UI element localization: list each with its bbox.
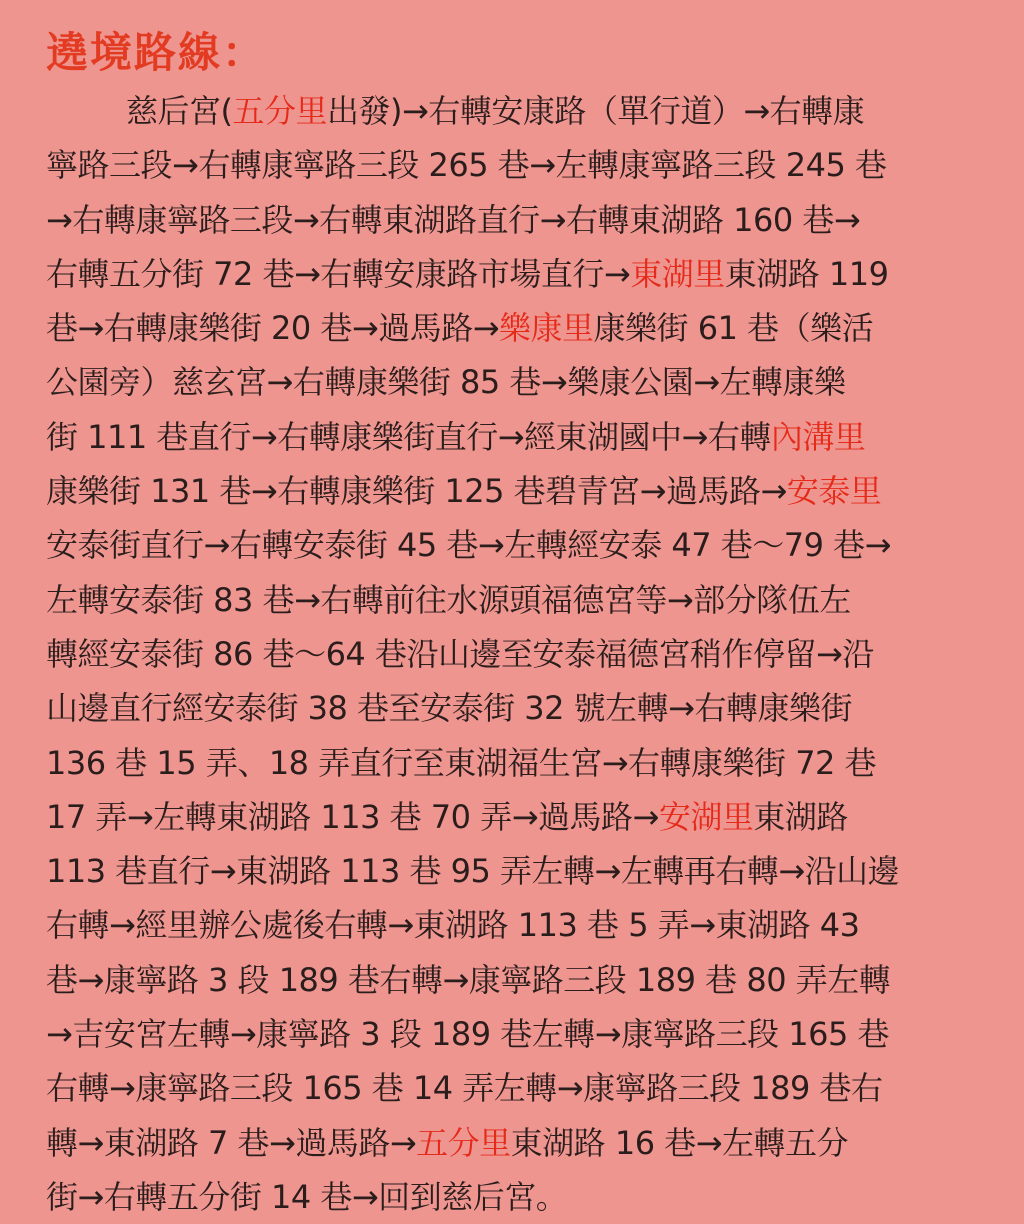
route-line [46, 627, 976, 681]
village-name-highlight: 安湖里 [658, 797, 754, 836]
route-segment: 136 巷 15 弄、18 弄直行至東湖福生宮→右轉康樂街 72 巷 [46, 743, 877, 782]
route-segment: 慈后宮( [126, 92, 233, 130]
route-line [46, 1061, 976, 1115]
route-line [46, 898, 976, 952]
route-line [46, 1170, 976, 1224]
village-name-highlight: 內溝里 [770, 417, 866, 456]
route-segment: 街 111 巷直行→右轉康樂街直行→經東湖國中→右轉 [46, 417, 771, 456]
route-segment: 東湖路 119 [724, 254, 889, 293]
route-segment: 山邊直行經安泰街 38 巷至安泰街 32 號左轉→右轉康樂街 [46, 689, 852, 728]
route-segment: →吉安宮左轉→康寧路 3 段 189 巷左轉→康寧路三段 165 巷 [46, 1015, 889, 1054]
route-segment: 出發)→右轉安康路（單行道）→右轉康 [327, 92, 865, 130]
route-segment: 康樂街 131 巷→右轉康樂街 125 巷碧青宮→過馬路→ [46, 472, 787, 511]
route-line [46, 953, 976, 1007]
route-segment: →右轉康寧路三段→右轉東湖路直行→右轉東湖路 160 巷→ [46, 200, 861, 239]
route-line [46, 138, 976, 192]
route-segment: 右轉五分街 72 巷→右轉安康路市場直行→ [46, 254, 631, 293]
route-text [46, 84, 976, 1224]
route-line [46, 573, 976, 627]
route-segment: 巷→康寧路 3 段 189 巷右轉→康寧路三段 189 巷 80 弄左轉 [46, 960, 891, 999]
route-line [46, 355, 976, 409]
route-segment: 街→右轉五分街 14 巷→回到慈后宮。 [46, 1177, 568, 1216]
route-line [46, 1116, 976, 1170]
route-segment: 17 弄→左轉東湖路 113 巷 70 弄→過馬路→ [46, 797, 659, 836]
route-segment: 右轉→康寧路三段 165 巷 14 弄左轉→康寧路三段 189 巷右 [46, 1069, 883, 1108]
route-segment: 巷→右轉康樂街 20 巷→過馬路→ [46, 309, 500, 348]
route-segment: 公園旁）慈玄宮→右轉康樂街 85 巷→樂康公園→左轉康樂 [46, 363, 846, 402]
village-name-highlight: 樂康里 [499, 309, 594, 348]
route-segment: 轉經安泰街 86 巷～64 巷沿山邊至安泰福德宮稍作停留→沿 [46, 634, 874, 673]
route-segment: 康樂街 61 巷（樂活 [593, 309, 874, 348]
village-name-highlight: 東湖里 [630, 254, 725, 293]
route-line [46, 1007, 976, 1061]
route-line [46, 736, 976, 790]
route-line [46, 790, 976, 844]
route-segment: 左轉安泰街 83 巷→右轉前往水源頭福德宮等→部分隊伍左 [46, 580, 851, 619]
route-segment: 寧路三段→右轉康寧路三段 265 巷→左轉康寧路三段 245 巷 [46, 146, 887, 185]
route-line [46, 301, 976, 355]
route-line [46, 410, 976, 464]
route-line [46, 464, 976, 518]
route-segment: 東湖路 [753, 797, 848, 836]
route-segment: 轉→東湖路 7 巷→過馬路→ [46, 1123, 417, 1162]
route-segment: 東湖路 16 巷→左轉五分 [510, 1123, 849, 1162]
route-line [46, 193, 976, 247]
route-line [46, 518, 976, 572]
route-segment: 右轉→經里辦公處後右轉→東湖路 113 巷 5 弄→東湖路 43 [46, 906, 860, 945]
route-segment: 安泰街直行→右轉安泰街 45 巷→左轉經安泰 47 巷～79 巷→ [46, 526, 891, 565]
route-line [46, 844, 976, 898]
page-title: 遶境路線： [46, 28, 267, 77]
route-segment: 113 巷直行→東湖路 113 巷 95 弄左轉→左轉再右轉→沿山邊 [46, 852, 900, 891]
village-name-highlight: 安泰里 [786, 472, 882, 511]
village-name-highlight: 五分里 [232, 92, 328, 130]
village-name-highlight: 五分里 [416, 1123, 511, 1162]
route-line [46, 247, 976, 301]
route-line [46, 681, 976, 735]
route-line [46, 84, 976, 138]
